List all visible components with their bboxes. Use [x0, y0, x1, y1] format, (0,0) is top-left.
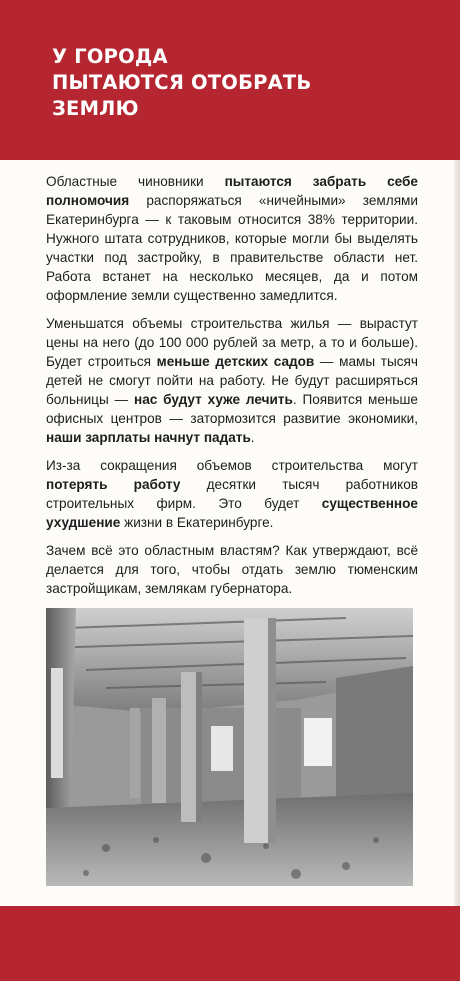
page-title — [52, 44, 312, 122]
title-line: ЗЕМЛЮ — [52, 97, 139, 120]
body-text: . Появится меньше офисных центров — затормозится развитие экономики, — [46, 392, 418, 426]
article-body — [0, 160, 460, 906]
emphasis-text: потерять работу — [46, 477, 181, 492]
title-line: У ГОРОДА — [52, 45, 168, 68]
emphasis-text: пытаются забрать себе полномочия — [46, 174, 418, 208]
footer-band — [0, 906, 460, 981]
title-banner — [0, 0, 460, 160]
body-text: Зачем всё это областным властям? Как утверждают, всё делается для того, чтобы отдать землю тюменским застройщикам, землякам губернатора. — [46, 543, 418, 596]
body-text: десятки тысяч работников строительных фирм. Это будет — [46, 477, 418, 511]
abandoned-building-photo — [46, 608, 413, 886]
body-text: — мамы тысяч детей не смогут пойти на работу. Не будут расширяться больницы — — [46, 354, 418, 407]
emphasis-text: нас будут хуже лечить — [133, 392, 293, 407]
article-paragraph — [46, 172, 418, 305]
title-line: ПЫТАЮТСЯ ОТОБРАТЬ — [52, 71, 312, 94]
article-paragraph — [46, 456, 418, 532]
article-paragraph — [46, 541, 418, 598]
body-text: Из-за сокращения объемов строительства могут — [46, 458, 418, 473]
emphasis-text: существенное ухудшение — [46, 496, 418, 530]
body-text: распоряжаться «ничейными» землями Екатеринбурга — к таковым относится 38% территории. Нужного штата сотрудников, которые могли бы выделять участки под застройку, в правительстве области нет. Работа встанет на несколько месяцев, да и потом оформление земли существенно замедлится. — [46, 193, 418, 303]
body-text: Уменьшатся объемы строительства жилья — вырастут цены на него (до 100 000 рублей за метр, а то и больше). Будет строиться — [46, 316, 418, 369]
emphasis-text: меньше детских садов — [156, 354, 315, 369]
body-text: жизни в Екатеринбурге. — [120, 515, 274, 530]
body-text: . — [250, 430, 255, 445]
article-text — [46, 172, 418, 607]
page-edge — [454, 160, 460, 906]
emphasis-text: наши зарплаты начнут падать — [46, 430, 251, 445]
article-paragraph — [46, 314, 418, 447]
body-text: Областные чиновники — [46, 174, 225, 189]
